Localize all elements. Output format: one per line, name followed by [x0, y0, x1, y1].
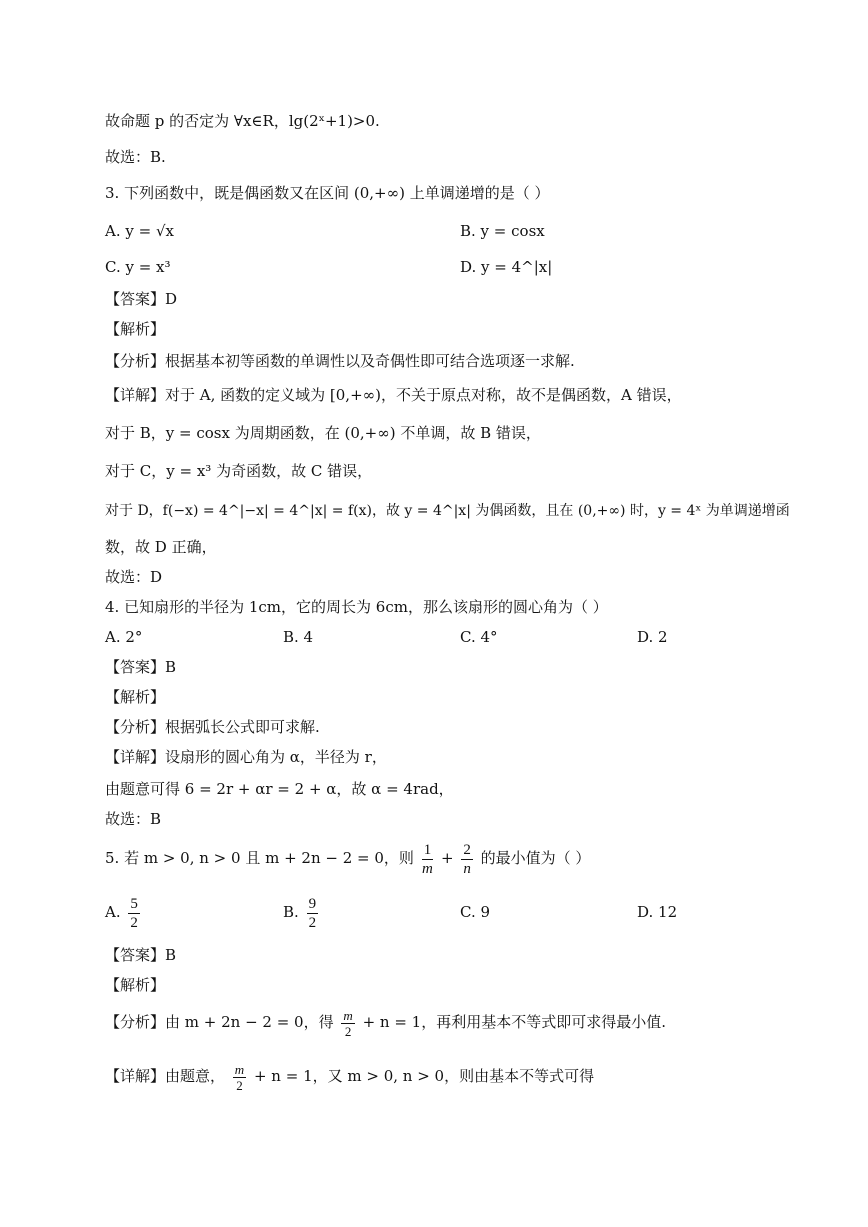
- fraction: [233, 1062, 246, 1093]
- text-line: 【分析】根据基本初等函数的单调性以及奇偶性即可结合选项逐一求解.: [105, 352, 575, 370]
- fraction: [341, 1008, 354, 1039]
- fraction: [128, 895, 140, 932]
- answer-label: 【答案】B: [105, 946, 177, 964]
- plus-sign: +: [441, 849, 454, 867]
- text-line: 对于 B，y = cosx 为周期函数，在 (0,+∞) 不单调，故 B 错误，: [105, 424, 541, 442]
- numerator: 5: [130, 895, 138, 912]
- text-line: [105, 1056, 594, 1096]
- denominator: n: [463, 860, 471, 877]
- text-part: 【详解】由题意，: [105, 1067, 226, 1085]
- text-line: 对于 C，y = x³ 为奇函数，故 C 错误，: [105, 462, 373, 480]
- option-c: C. y = x³: [105, 258, 171, 276]
- text-line: 故命题 p 的否定为 ∀x∈R，lg(2ˣ+1)>0.: [105, 112, 380, 130]
- option-d: D. 2: [637, 628, 668, 646]
- option-a: A. y = √x: [105, 222, 174, 240]
- question-3: 3. 下列函数中，既是偶函数又在区间 (0,+∞) 上单调递增的是（ ）: [105, 184, 550, 202]
- question-4: 4. 已知扇形的半径为 1cm，它的周长为 6cm，那么该扇形的圆心角为（ ）: [105, 598, 608, 616]
- text-line: 【分析】根据弧长公式即可求解.: [105, 718, 320, 736]
- numerator: m: [234, 1061, 245, 1077]
- option-d: D. y = 4^|x|: [460, 258, 553, 276]
- question-text: 5. 若 m > 0, n > 0 且 m + 2n − 2 = 0，则: [105, 849, 414, 867]
- analysis-label: 【解析】: [105, 320, 166, 338]
- denominator: 2: [130, 914, 138, 931]
- answer-label: 【答案】B: [105, 658, 177, 676]
- option-b: [283, 890, 321, 934]
- text-line: 故选：D: [105, 568, 163, 586]
- numerator: 2: [463, 841, 471, 858]
- text-part: + n = 1，又 m > 0, n > 0，则由基本不等式可得: [253, 1067, 595, 1085]
- option-b: B. 4: [283, 628, 314, 646]
- denominator: m: [422, 860, 433, 877]
- question-text: 的最小值为（ ）: [480, 849, 591, 867]
- numerator: m: [343, 1007, 353, 1023]
- analysis-label: 【解析】: [105, 976, 166, 994]
- text-line: 故选：B: [105, 810, 162, 828]
- option-c: C. 4°: [460, 628, 498, 646]
- answer-label: 【答案】D: [105, 290, 178, 308]
- option-a: A. 2°: [105, 628, 143, 646]
- text-part: + n = 1，再利用基本不等式即可求得最小值.: [362, 1013, 666, 1031]
- text-line: 【详解】设扇形的圆心角为 α，半径为 r，: [105, 748, 387, 766]
- text-line: 由题意可得 6 = 2r + αr = 2 + α，故 α = 4rad，: [105, 780, 454, 798]
- denominator: 2: [236, 1077, 243, 1093]
- text-line: 数，故 D 正确，: [105, 538, 217, 556]
- option-a: [105, 890, 143, 934]
- fraction: [422, 841, 434, 878]
- text-part: 【分析】由 m + 2n − 2 = 0，得: [105, 1013, 334, 1031]
- analysis-label: 【解析】: [105, 688, 166, 706]
- denominator: 2: [344, 1023, 352, 1039]
- text-line: [105, 1002, 666, 1042]
- text-line: 对于 D，f(−x) = 4^|−x| = 4^|x| = f(x)，故 y = 4^|x| 为偶函数，且在 (0,+∞) 时，y = 4ˣ 为单调递增函: [105, 503, 790, 519]
- option-c: C. 9: [460, 903, 491, 921]
- numerator: 1: [423, 841, 432, 858]
- option-b: B. y = cosx: [460, 222, 545, 240]
- question-5: [105, 836, 590, 880]
- denominator: 2: [308, 914, 317, 931]
- text-line: 【详解】对于 A, 函数的定义域为 [0,+∞)，不关于原点对称，故不是偶函数，A 错误，: [105, 386, 682, 404]
- option-d: D. 12: [637, 903, 678, 921]
- fraction: [307, 895, 319, 932]
- option-label: B.: [283, 903, 299, 921]
- numerator: 9: [308, 895, 317, 912]
- option-label: A.: [105, 903, 121, 921]
- text-line: 故选：B.: [105, 148, 166, 166]
- fraction: [461, 841, 473, 878]
